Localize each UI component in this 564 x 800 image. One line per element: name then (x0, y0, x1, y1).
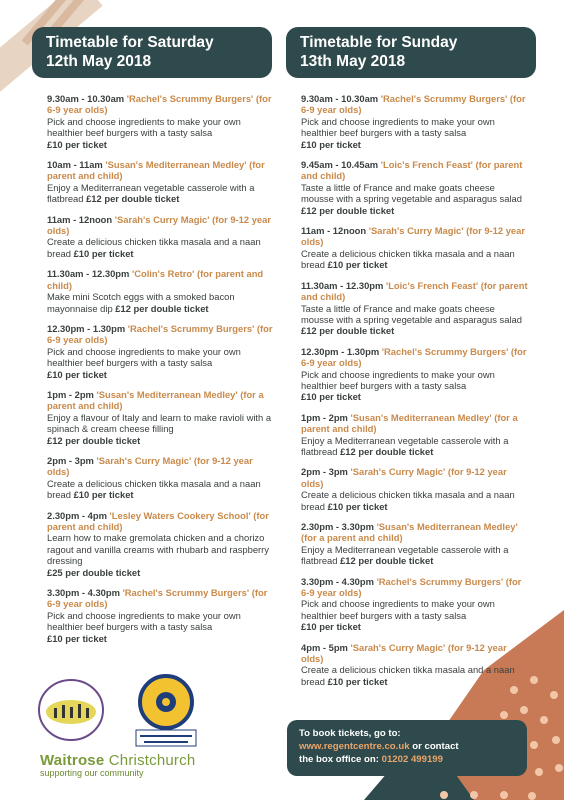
event-item (301, 225, 529, 271)
event-title: 'Loic's French Feast' (for parent and child) (301, 159, 523, 182)
event-description: Pick and choose ingredients to make your own healthier beef burgers with a tasty salsa (47, 609, 241, 633)
booking-box-office-label: the box office on: (299, 754, 379, 765)
event-price: £10 per ticket (73, 489, 134, 501)
event-time: 4pm - 5pm (301, 641, 348, 653)
event-title: 'Rachel's Scrummy Burgers' (for 6-9 year olds) (47, 93, 272, 116)
event-price: £10 per ticket (327, 500, 388, 512)
event-time: 2.30pm - 3.30pm (301, 521, 374, 532)
event-time: 11am - 12noon (47, 213, 113, 225)
event-title: 'Sarah's Curry Magic' (for 9-12 year olds) (47, 213, 271, 237)
sunday-title: Timetable for Sunday (300, 34, 458, 51)
sponsor-logos (36, 672, 236, 752)
event-item (301, 93, 529, 150)
event-item (47, 323, 275, 380)
event-item (301, 466, 529, 512)
event-description: Enjoy a Mediterranean vegetable casserole with a flatbread (301, 434, 509, 457)
event-description: Enjoy a Mediterranean vegetable casserole with a flatbread (301, 543, 509, 567)
event-price: £10 per ticket (301, 621, 361, 633)
event-item (301, 346, 529, 403)
event-time: 9.30am - 10.30am (47, 93, 125, 104)
event-time: 10am - 11am (47, 159, 103, 171)
event-price: £12 per double ticket (86, 193, 180, 205)
event-title: 'Rachel's Scrummy Burgers' (for 6-9 year olds) (47, 587, 268, 610)
event-title: 'Rachel's Scrummy Burgers' (for 6-9 year olds) (301, 93, 526, 116)
event-price: £12 per double ticket (301, 204, 395, 216)
event-title: 'Colin's Retro' (for parent and child) (47, 268, 264, 291)
event-price: £10 per ticket (73, 247, 134, 259)
event-title: 'Lesley Waters Cookery School' (for parent and child) (47, 509, 269, 532)
saturday-date: 12th May 2018 (46, 52, 152, 70)
event-item (47, 214, 275, 260)
event-description: Learn how to make gremolata chicken and a chorizo ragout and vanilla creams with rhubarb and raspberry dressing (47, 532, 269, 567)
event-item (47, 510, 275, 578)
event-price: £12 per double ticket (301, 325, 395, 337)
waitrose-tagline: supporting our community (40, 768, 144, 778)
waitrose-city: Christchurch (108, 752, 196, 769)
event-time: 9.30am - 10.30am (301, 93, 379, 104)
event-item (47, 389, 275, 446)
event-item (47, 587, 275, 644)
event-price: £10 per ticket (327, 259, 388, 271)
sunday-events-list (301, 93, 529, 696)
event-price: £12 per double ticket (340, 445, 434, 457)
event-item (301, 159, 529, 216)
booking-website-link[interactable]: www.regentcentre.co.uk (299, 741, 410, 752)
event-item (47, 455, 275, 501)
event-item (301, 521, 529, 567)
event-price: £12 per double ticket (115, 302, 209, 314)
event-time: 2pm - 3pm (301, 466, 348, 478)
event-price: £10 per ticket (47, 632, 107, 644)
saturday-events-list (47, 93, 275, 653)
event-title: 'Rachel's Scrummy Burgers' (for 6-9 year olds) (47, 322, 273, 346)
event-description: Pick and choose ingredients to make your own healthier beef burgers with a tasty salsa (301, 598, 495, 621)
event-description: Taste a little of France and make goats cheese mousse with a spring vegetable and asparagus salad (301, 302, 522, 325)
event-title: 'Sarah's Curry Magic' (for 9-12 year olds) (47, 454, 253, 478)
event-time: 12.30pm - 1.30pm (301, 345, 380, 357)
event-price: £10 per ticket (47, 138, 107, 150)
event-price: £10 per ticket (301, 138, 361, 150)
event-price: £10 per ticket (327, 675, 388, 687)
waitrose-brand (40, 752, 240, 769)
event-item (301, 642, 529, 688)
booking-or-contact: or contact (412, 741, 459, 752)
event-time: 11.30am - 12.30pm (47, 268, 130, 280)
event-item (47, 268, 275, 314)
saturday-title: Timetable for Saturday (46, 34, 214, 51)
waitrose-name: Waitrose (40, 752, 105, 769)
event-description: Create a delicious chicken tikka masala and a naan bread (301, 247, 515, 271)
event-description: Pick and choose ingredients to make your own healthier beef burgers with a tasty salsa (47, 345, 241, 369)
event-description: Create a delicious chicken tikka masala and a naan bread (47, 236, 261, 259)
event-description: Create a delicious chicken tikka masala and a naan bread (47, 477, 261, 501)
event-time: 11am - 12noon (301, 225, 367, 237)
booking-info-box (287, 720, 527, 776)
event-description: Enjoy a Mediterranean vegetable casserole with a flatbread (47, 181, 255, 205)
event-time: 1pm - 2pm (47, 388, 94, 400)
saturday-timetable-header (32, 27, 272, 78)
event-description: Taste a little of France and make goats cheese mousse with a spring vegetable and asparagus salad (301, 181, 522, 205)
rotary-logo (136, 676, 196, 746)
event-price: £12 per double ticket (340, 555, 434, 567)
event-price: £12 per double ticket (47, 434, 141, 446)
booking-line-1: To book tickets, go to: (299, 728, 401, 739)
event-time: 2pm - 3pm (47, 454, 94, 466)
event-time: 11.30am - 12.30pm (301, 279, 384, 291)
event-price: £10 per ticket (47, 368, 107, 380)
event-description: Pick and choose ingredients to make your own healthier beef burgers with a tasty salsa (301, 115, 495, 139)
event-description: Pick and choose ingredients to make your own healthier beef burgers with a tasty salsa (301, 368, 495, 391)
event-title: 'Susan's Mediterranean Medley' (for a parent and child) (301, 411, 518, 435)
event-time: 9.45am - 10.45am (301, 159, 379, 171)
event-time: 12.30pm - 1.30pm (47, 322, 126, 334)
booking-line-2 (299, 740, 515, 753)
event-title: 'Rachel's Scrummy Burgers' (for 6-9 year olds) (301, 345, 527, 369)
event-price: £25 per double ticket (47, 566, 141, 578)
event-description: Make mini Scotch eggs with a smoked bacon mayonnaise dip (47, 291, 235, 314)
event-description: Enjoy a flavour of Italy and learn to make ravioli with a spinach & cream cheese filling (47, 411, 272, 435)
event-item (301, 280, 529, 337)
event-description: Pick and choose ingredients to make your own healthier beef burgers with a tasty salsa (47, 115, 241, 139)
education-trust-logo (39, 680, 103, 740)
event-time: 3.30pm - 4.30pm (301, 575, 374, 587)
event-title: 'Susan's Mediterranean Medley' (for a parent and child) (301, 521, 518, 544)
event-title: 'Susan's Mediterranean Medley' (for parent and child) (47, 159, 265, 182)
event-title: 'Loic's French Feast' (for parent and child) (301, 279, 528, 303)
sunday-date: 13th May 2018 (300, 52, 406, 70)
booking-line-3 (299, 753, 515, 766)
waitrose-sponsor (40, 752, 240, 778)
event-price: £10 per ticket (301, 391, 361, 403)
event-title: 'Susan's Mediterranean Medley' (for a parent and child) (47, 388, 264, 412)
sunday-timetable-header (286, 27, 536, 78)
event-item (47, 93, 275, 150)
event-title: 'Rachel's Scrummy Burgers' (for 6-9 year olds) (301, 575, 522, 599)
booking-phone-number: 01202 499199 (381, 754, 443, 765)
event-time: 2.30pm - 4pm (47, 509, 107, 521)
event-time: 3.30pm - 4.30pm (47, 587, 120, 599)
event-title: 'Sarah's Curry Magic' (for 9-12 year olds) (301, 466, 507, 489)
event-title: 'Sarah's Curry Magic' (for 9-12 year olds) (301, 225, 525, 248)
event-description: Create a delicious chicken tikka masala and a naan bread (301, 489, 515, 512)
event-item (301, 576, 529, 633)
event-item (47, 159, 275, 205)
event-description: Create a delicious chicken tikka masala and a naan bread (301, 664, 515, 687)
event-item (301, 412, 529, 458)
event-title: 'Sarah's Curry Magic' (for 9-12 year olds) (301, 641, 507, 665)
event-time: 1pm - 2pm (301, 411, 348, 423)
